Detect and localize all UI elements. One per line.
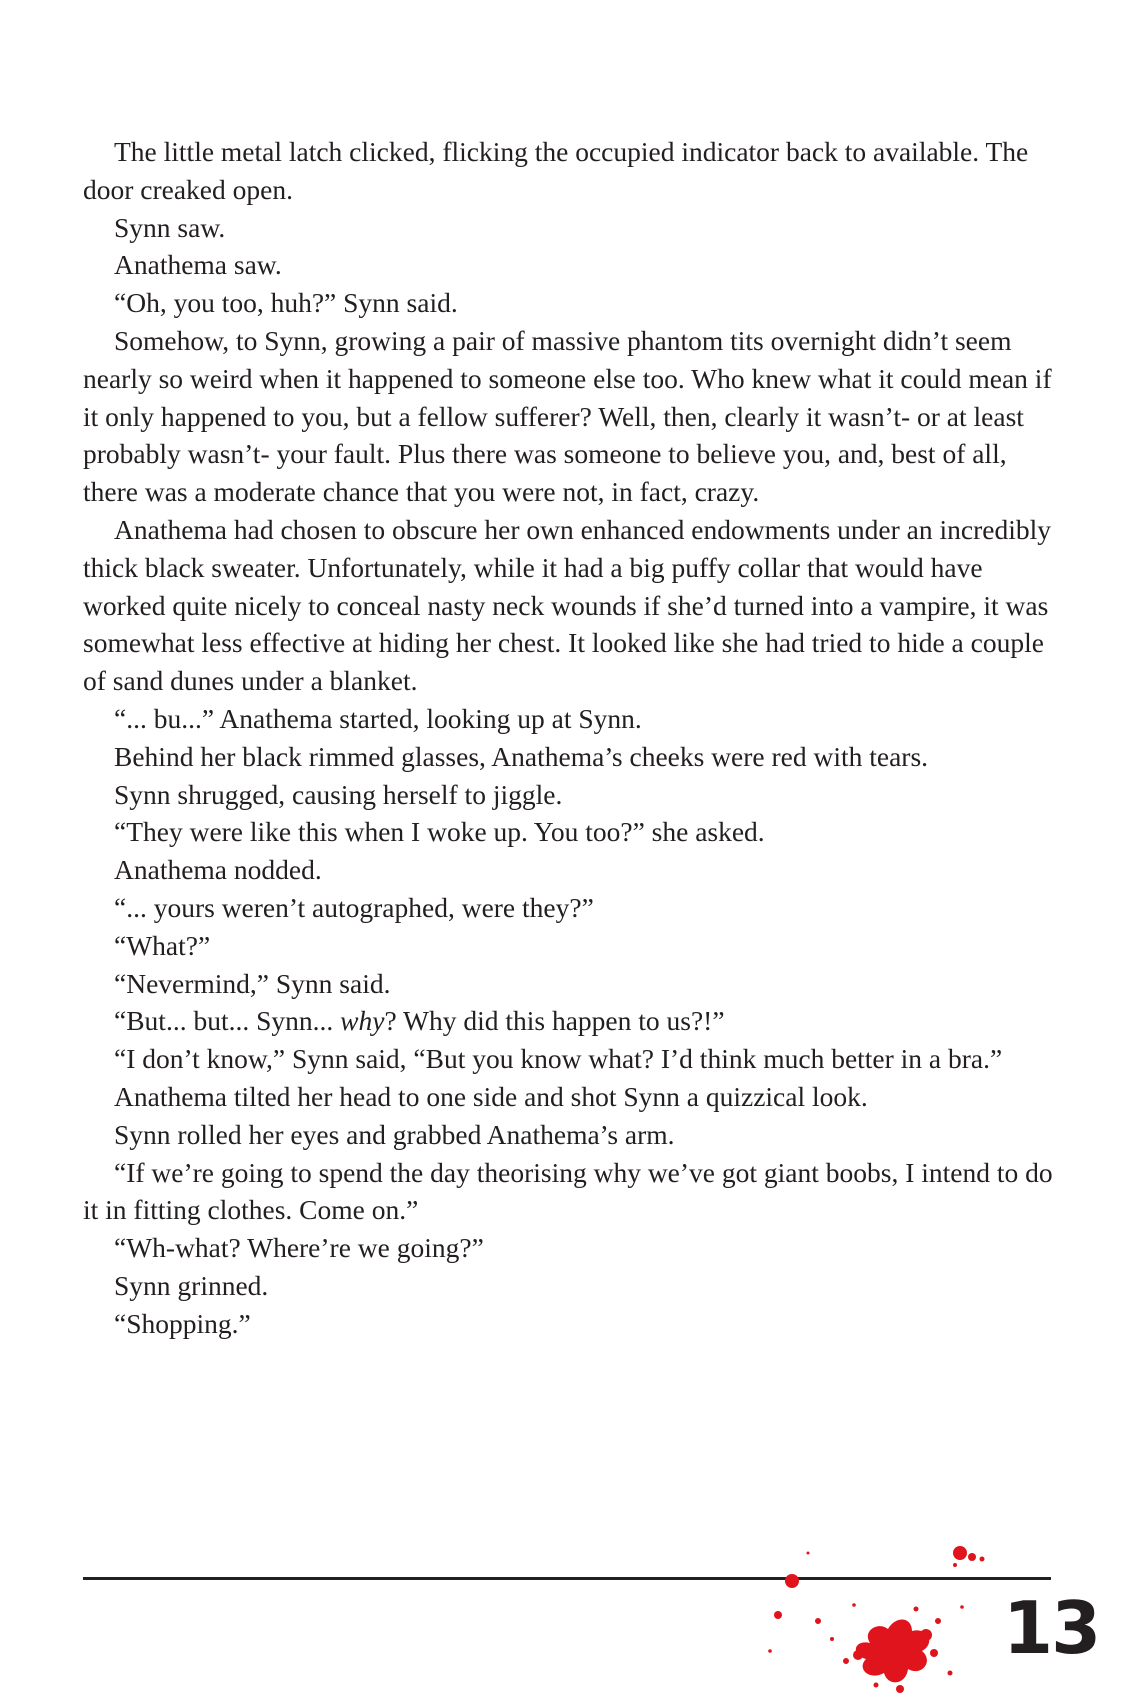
body-text [83, 133, 1053, 1343]
paragraph: Somehow, to Synn, growing a pair of massive phantom tits overnight didn’t seem nearly so weird when it happened to someone else too. Who knew what it could mean if it only happened to you, but a fellow sufferer? Well, then, clearly it wasn’t- or at least probably wasn’t- your fault. Plus there was someone to believe you, and, best of all, there was a moderate chance that you were not, in fact, crazy. [83, 324, 1052, 508]
paragraph: “Oh, you too, huh?” Synn said. [114, 287, 458, 319]
paragraph: Anathema tilted her head to one side and shot Synn a quizzical look. [114, 1080, 868, 1112]
why-after: ? Why did this happen to us?!” [384, 1005, 725, 1037]
paragraph: The little metal latch clicked, flicking the occupied indicator back to available. The door creaked open. [83, 136, 1029, 205]
paragraph: “They were like this when I woke up. You too?” she asked. [114, 816, 765, 848]
paragraph: Synn saw. [114, 211, 226, 243]
paragraph: Anathema nodded. [114, 854, 322, 886]
paragraph: “... yours weren’t autographed, were they?” [114, 891, 594, 923]
paragraph: Synn shrugged, causing herself to jiggle. [114, 778, 563, 810]
paragraph: Anathema saw. [114, 249, 282, 281]
paragraph: “If we’re going to spend the day theorising why we’ve got giant boobs, I intend to do it in fitting clothes. Come on.” [83, 1156, 1053, 1226]
paragraph: “What?” [114, 929, 211, 961]
paragraph: “Wh-what? Where’re we going?” [114, 1232, 484, 1264]
paragraph: “Nevermind,” Synn said. [114, 967, 391, 999]
paragraph: Synn rolled her eyes and grabbed Anathema’s arm. [114, 1118, 675, 1150]
why-emphasis: why [340, 1005, 385, 1037]
paragraph: Behind her black rimmed glasses, Anathema’s cheeks were red with tears. [114, 740, 929, 772]
paragraph: “... bu...” Anathema started, looking up at Synn. [114, 702, 642, 734]
paragraph: Synn grinned. [114, 1269, 269, 1301]
paragraph: “I don’t know,” Synn said, “But you know what? I’d think much better in a bra.” [114, 1043, 1003, 1075]
paragraph: Anathema had chosen to obscure her own enhanced endowments under an incredibly thick black sweater. Unfortunately, while it had a big puffy collar that would have worked quite nicely to conceal nasty neck wounds if she’d turned into a vampire, it was somewhat less effective at hiding her chest. It looked like she had tried to hide a couple of sand dunes under a blanket. [83, 513, 1051, 697]
paragraph-why [83, 1002, 1053, 1040]
why-before: “But... but... Synn... [114, 1005, 341, 1037]
blood-splatter-icon [750, 1535, 1010, 1700]
paragraph: “Shopping.” [114, 1307, 251, 1339]
page-number: 13 [1003, 1586, 1100, 1670]
